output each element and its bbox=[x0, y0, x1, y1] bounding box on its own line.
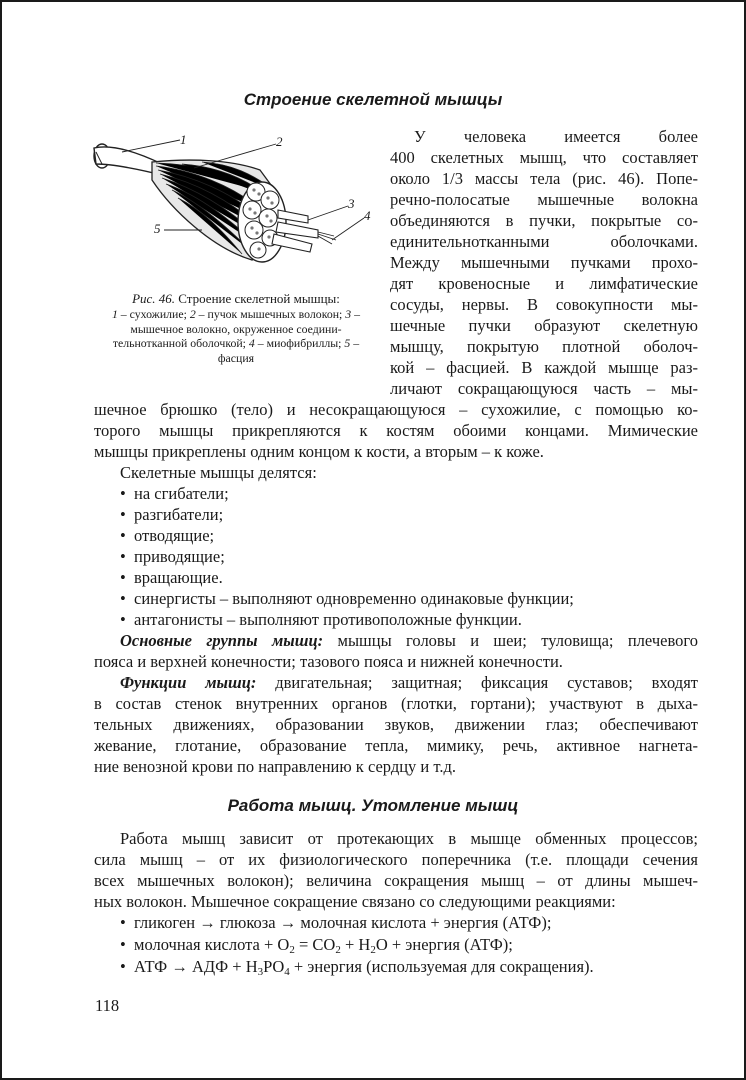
text-line: сосуды, нервы. В совокупности мы- bbox=[390, 295, 698, 314]
caption-num-4: 4 bbox=[248, 336, 255, 350]
text-line: торого мышцы прикрепляются к костям обоими концами. Мимические bbox=[94, 421, 698, 440]
text-line: шечные пучки образуют скелетную bbox=[390, 316, 698, 335]
page-number: 118 bbox=[95, 996, 120, 1015]
text-line: кой – фасцией. В каждой мышце раз- bbox=[390, 358, 698, 377]
callout-1: 1 bbox=[180, 132, 187, 147]
functions-line-1 bbox=[120, 672, 698, 693]
reaction-item bbox=[120, 934, 513, 955]
text-line: мышцу, покрытую плотной оболоч- bbox=[390, 337, 698, 356]
section-heading-structure: Строение скелетной мышцы bbox=[243, 90, 503, 109]
groups-line-1 bbox=[120, 630, 698, 651]
caption-legend bbox=[102, 307, 370, 365]
caption-text-3: – мышечное волокно, окруженное соедини-тельнотканной оболочкой; bbox=[112, 307, 361, 350]
caption-num-5: 5 bbox=[344, 336, 351, 350]
text-line: Между мышечными пучками прохо- bbox=[390, 253, 698, 272]
reaction-item bbox=[120, 912, 551, 933]
functions-text: двигательная; защитная; фиксация суставов; входят bbox=[256, 673, 698, 692]
text-line: ных волокон. Мышечное сокращение связано со следующими реакциями: bbox=[94, 892, 616, 911]
list-item bbox=[120, 483, 229, 504]
figure-caption bbox=[102, 291, 370, 365]
text-line: в состав стенок внутренних органов (глотки, гортани); участвуют в дыха- bbox=[94, 694, 698, 713]
subscript: 3 bbox=[257, 966, 264, 978]
reaction-part: + энергия (используемая для сокращения). bbox=[289, 957, 594, 976]
caption-text-1: – сухожилие; bbox=[117, 307, 190, 321]
groups-text: мышцы головы и шеи; туловища; плечевого bbox=[323, 631, 698, 650]
reaction-text: гликоген → глюкоза → молочная кислота + энергия (АТФ); bbox=[134, 913, 552, 932]
functions-label: Функции мышц: bbox=[120, 673, 257, 692]
list-item-text: антагонисты – выполняют противоположные функции. bbox=[134, 610, 522, 629]
bullet-icon: • bbox=[120, 957, 126, 976]
text-line: мышцы прикреплены одним концом к кости, а вторым – к коже. bbox=[94, 442, 544, 461]
subscript: 2 bbox=[335, 944, 341, 956]
text-line: тельных движениях, образовании звуков, движении глаз; обеспечивают bbox=[94, 715, 698, 734]
text-line: 400 скелетных мышц, что составляет bbox=[390, 148, 698, 167]
callout-3: 3 bbox=[348, 196, 355, 211]
callout-5: 5 bbox=[154, 221, 161, 236]
caption-text-5: – фасция bbox=[217, 336, 360, 365]
caption-prefix: Рис. 46. bbox=[132, 291, 176, 306]
caption-title-line bbox=[102, 291, 370, 307]
bullet-icon: • bbox=[120, 505, 126, 524]
reaction-part: O + энергия (АТФ); bbox=[375, 935, 513, 954]
bullet-icon: • bbox=[120, 935, 126, 954]
caption-num-1: 1 bbox=[111, 307, 118, 321]
bullet-icon: • bbox=[120, 589, 126, 608]
text-line: речно-полосатые мышечные волокна bbox=[390, 190, 698, 209]
muscle-illustration bbox=[82, 130, 382, 280]
subscript: 2 bbox=[289, 944, 295, 956]
text-line: Работа мышц зависит от протекающих в мышце обменных процессов; bbox=[120, 829, 698, 848]
text-line: шечное брюшко (тело) и несокращающуюся – сухожилие, с помощью ко- bbox=[94, 400, 698, 419]
caption-text-2: – пучок мышечных волокон; bbox=[195, 307, 343, 321]
bullet-icon: • bbox=[120, 484, 126, 503]
list-item-text: синергисты – выполняют одновременно одинаковые функции; bbox=[134, 589, 574, 608]
list-item-text: на сгибатели; bbox=[134, 484, 229, 503]
reaction-part: + H bbox=[340, 935, 371, 954]
callout-2: 2 bbox=[276, 134, 283, 149]
list-item bbox=[120, 588, 574, 609]
list-item bbox=[120, 609, 522, 630]
text-line: дят кровеносные и лимфатические bbox=[390, 274, 698, 293]
reaction-part: молочная кислота + O bbox=[134, 935, 290, 954]
list-item-text: вращающие. bbox=[134, 568, 223, 587]
bullet-icon: • bbox=[120, 568, 126, 587]
reaction-item bbox=[120, 956, 594, 977]
callout-4: 4 bbox=[364, 208, 371, 223]
types-intro: Скелетные мышцы делятся: bbox=[120, 463, 317, 482]
bullet-icon: • bbox=[120, 526, 126, 545]
list-item-text: разгибатели; bbox=[134, 505, 224, 524]
section-heading-work: Работа мышц. Утомление мышц bbox=[227, 796, 519, 815]
caption-text-4: – миофибриллы; bbox=[254, 336, 342, 350]
bullet-icon: • bbox=[120, 547, 126, 566]
text-line: личают сокращающуюся часть – мы- bbox=[390, 379, 698, 398]
list-item-text: приводящие; bbox=[134, 547, 225, 566]
list-item bbox=[120, 504, 223, 525]
subscript: 4 bbox=[284, 966, 290, 978]
caption-num-3: 3 bbox=[345, 307, 352, 321]
text-line: около 1/3 массы тела (рис. 46). Попе- bbox=[390, 169, 698, 188]
caption-title: Строение скелетной мышцы: bbox=[175, 291, 340, 306]
text-line: ние венозной крови по направлению к сердцу и т.д. bbox=[94, 757, 457, 776]
muscle-structure-figure bbox=[82, 130, 382, 280]
reaction-part: PO bbox=[263, 957, 285, 976]
list-item-text: отводящие; bbox=[134, 526, 215, 545]
caption-num-2: 2 bbox=[189, 307, 196, 321]
bullet-icon: • bbox=[120, 913, 126, 932]
text-line: единительнотканными оболочками. bbox=[390, 232, 698, 251]
reaction-part: АТФ → АДФ + H bbox=[134, 957, 258, 976]
text-line: сила мышц – от их физиологического поперечника (т.е. площади сечения bbox=[94, 850, 698, 869]
text-line: всех мышечных волокон); величина сокращения мышц – от длины мышеч- bbox=[94, 871, 698, 890]
text-line: жевание, глотание, образование тепла, мимику, речь, активное нагнета- bbox=[94, 736, 698, 755]
bullet-icon: • bbox=[120, 610, 126, 629]
text-line: У человека имеется более bbox=[414, 127, 698, 146]
reaction-part: = CO bbox=[294, 935, 336, 954]
list-item bbox=[120, 525, 214, 546]
groups-line-2: пояса и верхней конечности; тазового пояса и нижней конечности. bbox=[94, 652, 563, 671]
list-item bbox=[120, 546, 225, 567]
list-item bbox=[120, 567, 223, 588]
text-line: объединяются в пучки, покрытые со- bbox=[390, 211, 698, 230]
groups-label: Основные группы мышц: bbox=[120, 631, 324, 650]
subscript: 2 bbox=[370, 944, 376, 956]
